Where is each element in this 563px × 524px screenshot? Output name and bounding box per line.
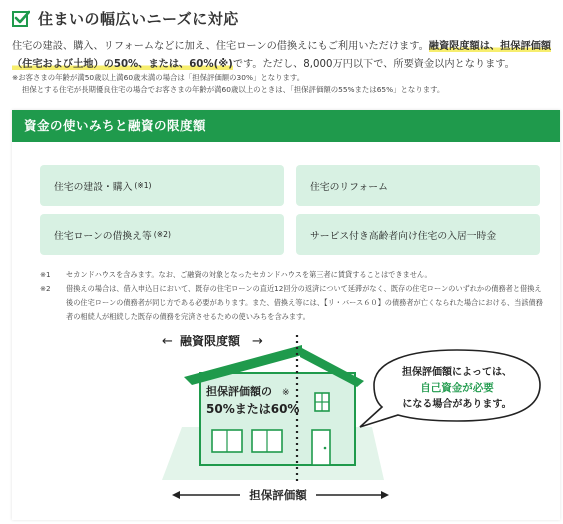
house-text-1: 担保評価額の [206, 385, 272, 398]
collateral-label: 担保評価額 [249, 488, 307, 502]
footnote [40, 282, 548, 324]
use-item-reform [296, 165, 540, 206]
house-text-2: 50%または60% [206, 402, 300, 416]
panel-title: 資金の使いみちと融資の限度額 [12, 110, 560, 142]
use-note: (※2) [153, 230, 171, 239]
uses-panel [12, 110, 560, 520]
door-icon [312, 430, 330, 465]
bubble-line-3: になる場合があります。 [402, 399, 512, 410]
age-note-2: 担保とする住宅が長期優良住宅の場合でお客さまの年齢が満60歳以上のときは、「担保評価額の55%または65%」となります。 [22, 85, 445, 94]
uses-grid [40, 165, 540, 255]
footnote-text: セカンドハウスを含みます。なお、ご融資の対象となったセカンドハウスを第三者に賃貸することはできません。 [66, 270, 432, 279]
loan-limit-illustration [12, 335, 560, 520]
age-note-1: ※お客さまの年齢が満50歳以上満60歳未満の場合は「担保評価額の30%」となります。 [12, 73, 305, 82]
use-item-build-buy [40, 165, 284, 206]
footnote-text: 借換えの場合は、借入申込日において、既存の住宅ローンの直近12回分の返済について延滞がなく、既存の住宅ローンのいずれかの債務者と借換え後の住宅ローンの債務者が同じ方である必要があります。また、借換え等には、【リ・バース６０】の債務者が亡くなられた場合における、当該債務者の相続人が相続した既存の債務を完済させるための使いみちを含みます。 [66, 284, 543, 321]
section-title: 住まいの幅広いニーズに対応 [38, 10, 239, 28]
use-label: 住宅ローンの借換え等 [54, 230, 152, 242]
use-label: 住宅のリフォーム [310, 181, 388, 193]
footnote [40, 268, 548, 282]
checkbox-checked-icon [12, 10, 30, 28]
use-label: サービス付き高齢者向け住宅の入居一時金 [310, 230, 497, 242]
intro-highlight: 融資限度額は、担保評価額（住宅および土地）の50%、または、60% [12, 41, 552, 70]
use-note: (※1) [134, 181, 152, 190]
section-heading [12, 8, 239, 29]
house-text-note: ※ [282, 388, 290, 398]
use-item-senior-housing [296, 214, 540, 255]
limit-arrow-right: → [252, 335, 263, 349]
footnote-mark: ※1 [40, 270, 51, 279]
footnote-mark: ※2 [40, 284, 51, 293]
footnotes [40, 268, 548, 324]
intro-text-2: です。ただし、8,000万円以下で、所要資金以内となります。 [232, 59, 515, 70]
age-notes [12, 72, 560, 96]
limit-label: 融資限度額 [180, 335, 241, 348]
bubble-line-1: 担保評価額によっては、 [402, 367, 512, 378]
intro-note-mark: (※) [213, 59, 233, 70]
limit-arrow-left: ← [162, 335, 173, 349]
intro-paragraph [12, 38, 557, 74]
intro-text-1: 住宅の建設、購入、リフォームなどに加え、住宅ローンの借換えにもご利用いただけます。 [12, 41, 429, 52]
use-item-refinance [40, 214, 284, 255]
bubble-line-2: 自己資金が必要 [420, 382, 494, 394]
use-label: 住宅の建設・購入 [54, 181, 133, 193]
